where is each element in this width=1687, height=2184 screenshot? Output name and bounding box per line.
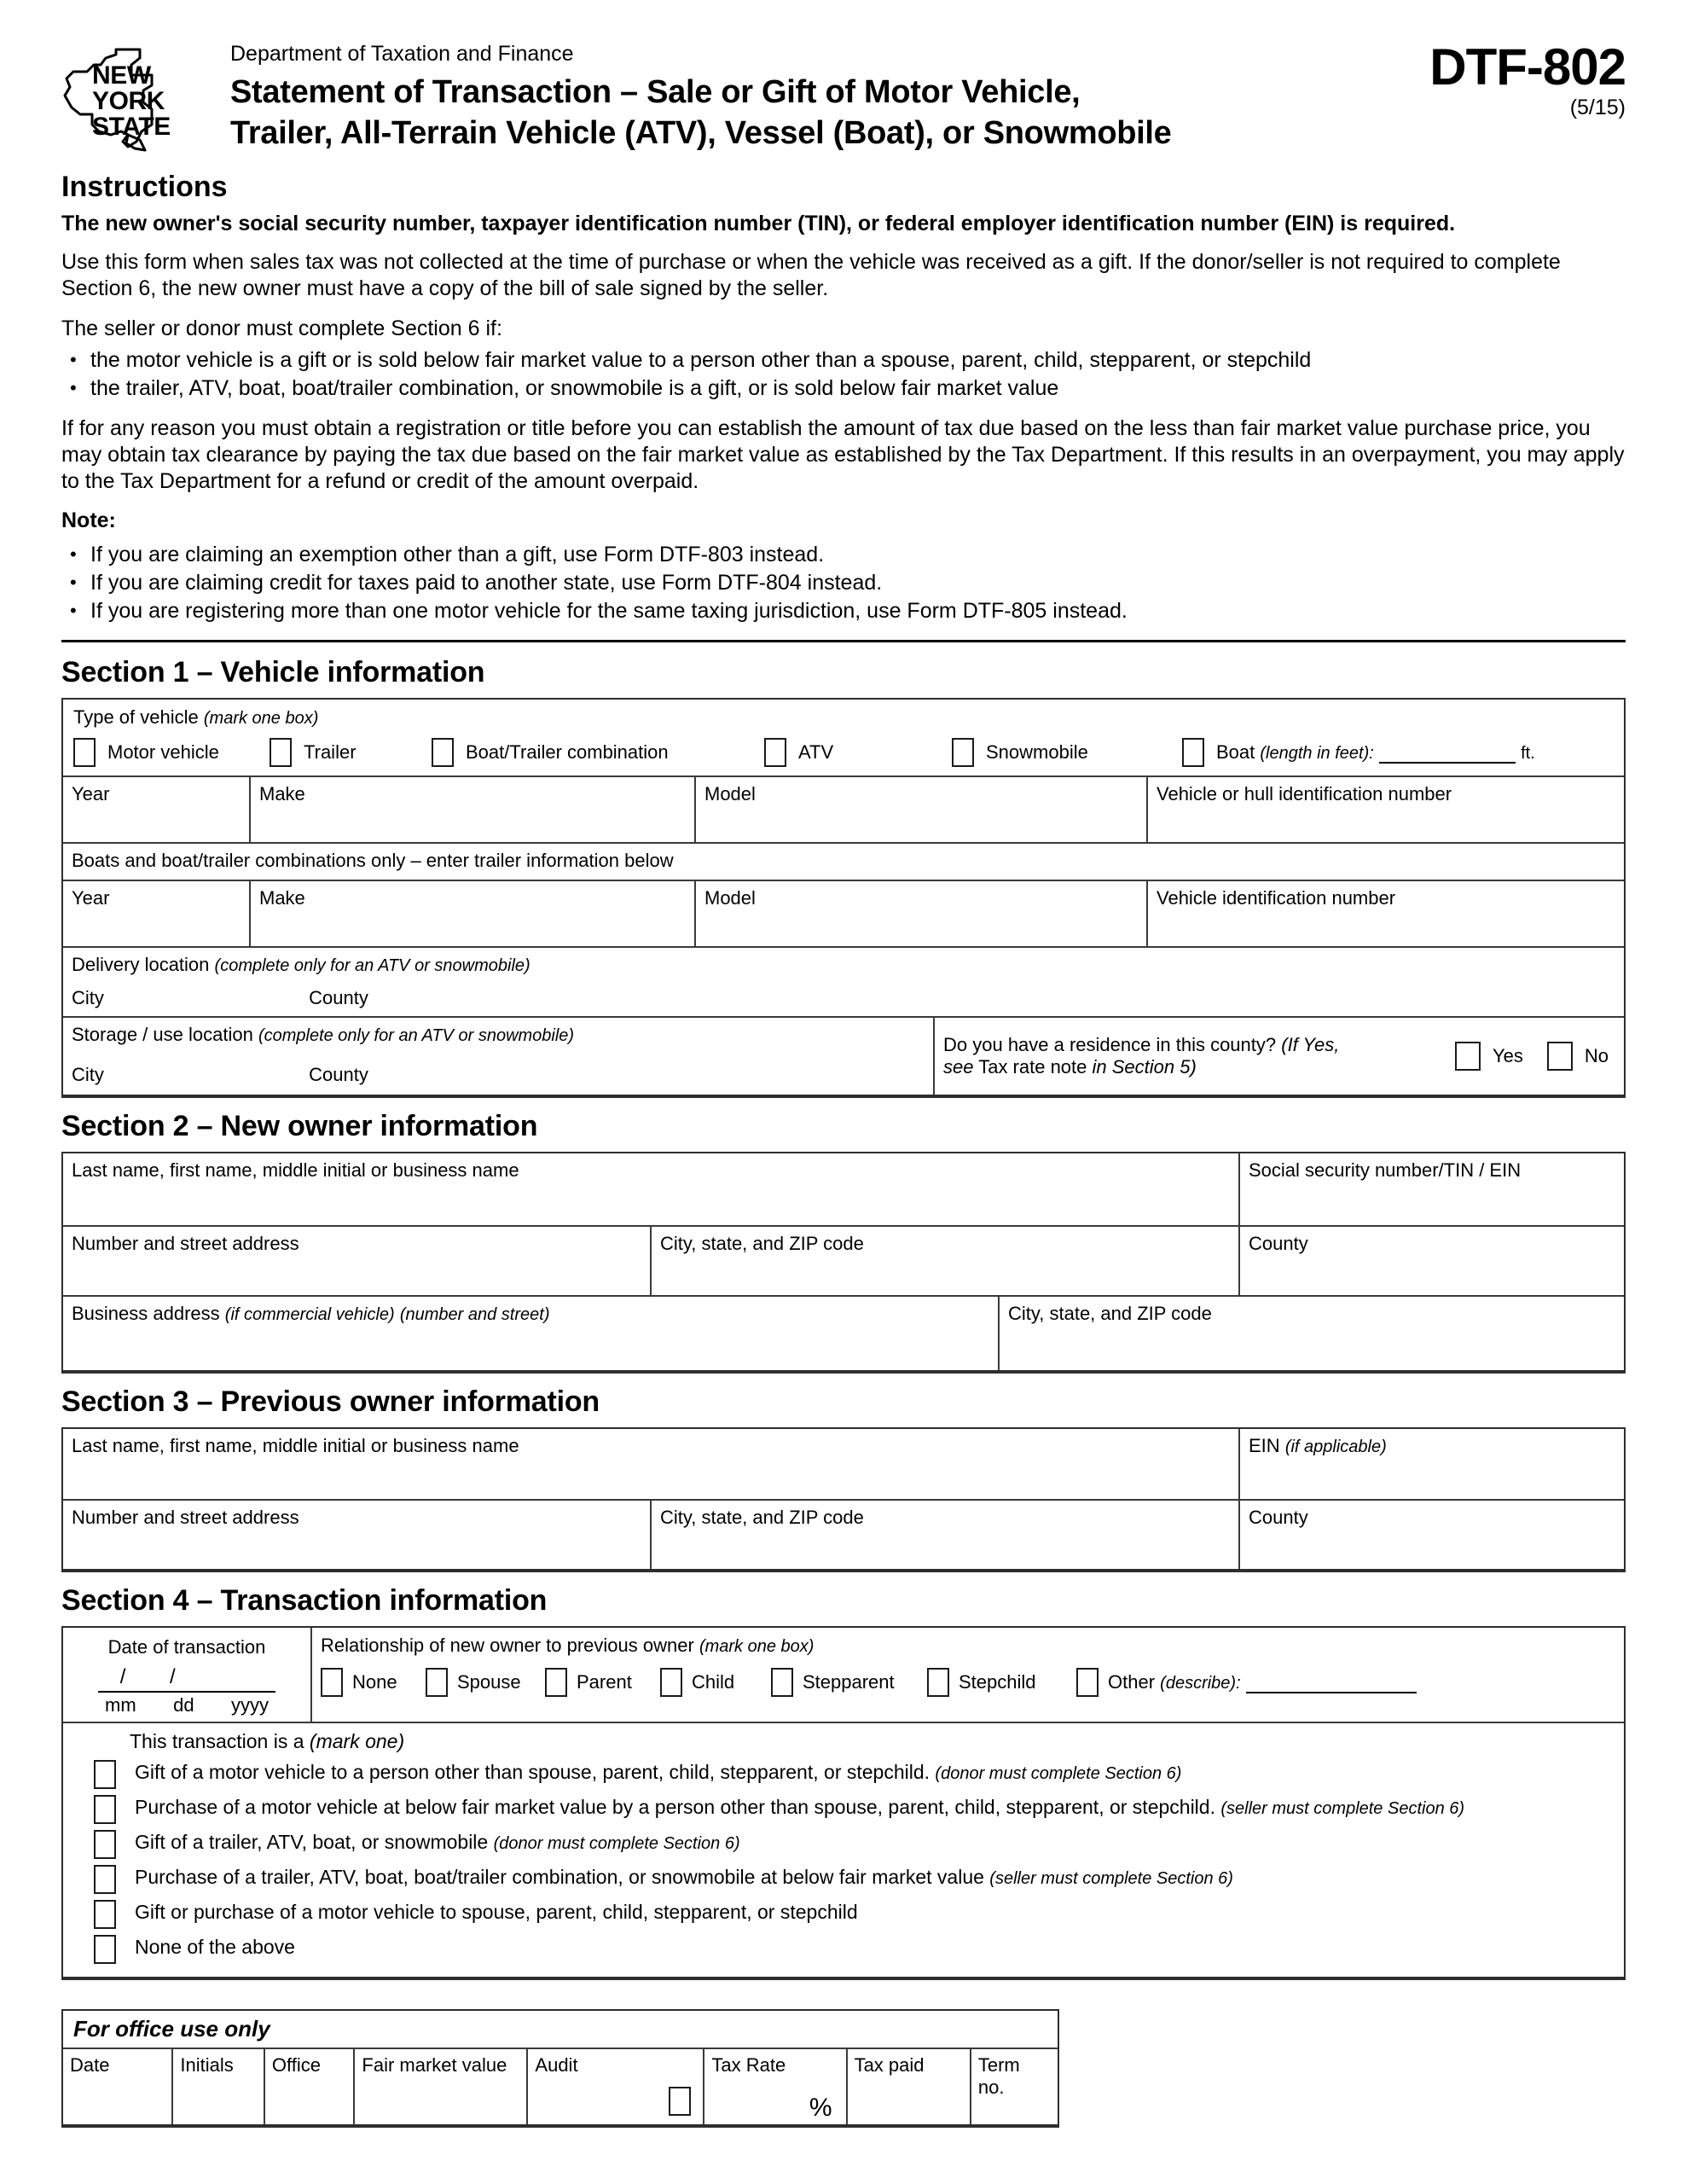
vehicle-year-label: Year xyxy=(72,783,110,804)
section-1-box xyxy=(61,698,1626,1096)
checkbox-relationship-child[interactable] xyxy=(660,1668,682,1697)
option-label xyxy=(1108,1671,1417,1693)
previous-owner-street-label: Number and street address xyxy=(72,1507,299,1528)
new-owner-address-row xyxy=(63,1225,1624,1295)
form-number: DTF-802 xyxy=(1429,38,1626,96)
relationship-option-stepparent[interactable] xyxy=(771,1668,927,1697)
storage-county-label: County xyxy=(309,1064,368,1085)
date-slash-2: / xyxy=(169,1665,176,1688)
new-owner-street-cell[interactable] xyxy=(63,1227,650,1295)
section-2-box xyxy=(61,1152,1626,1372)
trailer-vin-cell[interactable] xyxy=(1146,881,1624,946)
transaction-type-row xyxy=(63,1722,1624,1977)
office-use-audit-cell[interactable] xyxy=(526,2049,703,2124)
boats-note-cell xyxy=(63,844,1624,880)
office-use-initials-cell[interactable] xyxy=(171,2049,264,2124)
relationship-option-parent[interactable] xyxy=(545,1668,660,1697)
checkbox-gift-trailer-atv-boat[interactable] xyxy=(94,1830,116,1859)
date-unit-dd: dd xyxy=(173,1694,194,1716)
checkbox-relationship-none[interactable] xyxy=(321,1668,343,1697)
transaction-type-list xyxy=(63,1723,1624,1977)
residence-see: see xyxy=(943,1056,974,1077)
instructions-paragraph-1: Use this form when sales tax was not collected at the time of purchase or when the vehicle was received as a gift. If the donor/seller is not required to complete Section 6, the new owner must have a copy of the bill of sale signed by the seller. xyxy=(61,250,1561,300)
residence-yes-label: Yes xyxy=(1492,1045,1523,1066)
option-label xyxy=(135,1828,740,1856)
previous-owner-street-cell[interactable] xyxy=(63,1501,650,1569)
other-describe-input[interactable] xyxy=(1246,1673,1417,1693)
option-hint: (donor must complete Section 6) xyxy=(935,1764,1182,1783)
option-label xyxy=(1216,741,1535,764)
new-owner-citystatezip-cell[interactable] xyxy=(650,1227,1238,1295)
boat-length-hint: (length in feet): xyxy=(1260,744,1374,763)
boat-label: Boat xyxy=(1216,741,1255,763)
list-item: • If you are claiming credit for taxes paid to another state, use Form DTF-804 instead. xyxy=(61,570,1626,596)
new-owner-county-cell[interactable] xyxy=(1238,1227,1624,1295)
relationship-label xyxy=(321,1635,1615,1658)
new-owner-name-row xyxy=(63,1153,1624,1225)
boat-length-input[interactable] xyxy=(1379,743,1516,764)
office-use-box xyxy=(61,2009,1059,2126)
residence-taxrate-note: Tax rate note xyxy=(978,1056,1087,1077)
residence-question-hint-open: (If Yes, xyxy=(1281,1034,1340,1055)
residence-question-text xyxy=(943,1034,1455,1078)
transaction-option-gift-or-purchase-family[interactable] xyxy=(63,1898,1624,1929)
vehicle-vin-label: Vehicle or hull identification number xyxy=(1157,783,1452,804)
option-label: None xyxy=(352,1671,397,1693)
office-use-office-label: Office xyxy=(271,2054,321,2076)
transaction-option-purchase-trailer-atv-boat-below-fmv[interactable] xyxy=(63,1863,1624,1894)
option-text: None of the above xyxy=(135,1936,295,1958)
checkbox-purchase-trailer-atv-boat-below-fmv[interactable] xyxy=(94,1865,116,1894)
previous-owner-ein-cell[interactable] xyxy=(1238,1429,1624,1499)
business-address-label-text: Business address xyxy=(72,1303,220,1324)
office-use-date-cell[interactable] xyxy=(63,2049,171,2124)
new-owner-name-cell[interactable] xyxy=(63,1153,1238,1225)
new-owner-county-label: County xyxy=(1249,1233,1308,1254)
vehicle-model-cell[interactable] xyxy=(694,777,1146,842)
transaction-type-heading-hint: (mark one) xyxy=(309,1730,405,1752)
vehicle-make-label: Make xyxy=(259,783,305,804)
option-text: Gift or purchase of a motor vehicle to spouse, parent, child, stepparent, or stepchild xyxy=(135,1901,858,1923)
previous-owner-name-cell[interactable] xyxy=(63,1429,1238,1499)
office-use-tax-rate-cell[interactable] xyxy=(703,2049,845,2124)
checkbox-residence-yes[interactable] xyxy=(1455,1042,1481,1071)
relationship-option-other[interactable] xyxy=(1076,1668,1417,1697)
boat-length-unit: ft. xyxy=(1521,744,1535,763)
vehicle-type-label-text: Type of vehicle xyxy=(73,706,199,728)
office-use-fair-market-value-cell[interactable] xyxy=(353,2049,526,2124)
previous-owner-ein-label xyxy=(1249,1435,1387,1456)
vehicle-details-row xyxy=(63,775,1624,842)
vehicle-type-option-motor-vehicle[interactable] xyxy=(73,738,270,767)
checkbox-purchase-motor-vehicle-below-fmv[interactable] xyxy=(94,1795,116,1824)
office-use-term-no-label: Term no. xyxy=(977,2054,1020,2098)
list-item: • the trailer, ATV, boat, boat/trailer combination, or snowmobile is a gift, or is sold below fair market value xyxy=(61,375,1626,402)
office-use-office-cell[interactable] xyxy=(264,2049,354,2124)
ny-state-logo xyxy=(61,41,223,155)
list-item: • If you are registering more than one motor vehicle for the same taxing jurisdiction, use Form DTF-805 instead. xyxy=(61,598,1626,624)
transaction-option-none-of-the-above[interactable] xyxy=(63,1933,1624,1964)
residence-no-label: No xyxy=(1584,1045,1609,1066)
ny-state-wordmark xyxy=(92,63,171,140)
vehicle-vin-cell[interactable] xyxy=(1146,777,1624,842)
other-label: Other xyxy=(1108,1671,1156,1693)
storage-location-label xyxy=(72,1024,925,1047)
business-address-hint-1: (if commercial vehicle) xyxy=(224,1305,395,1324)
vehicle-model-label: Model xyxy=(704,783,756,804)
option-label: Snowmobile xyxy=(986,741,1088,763)
option-label: Parent xyxy=(577,1671,632,1693)
checkbox-boat-trailer-combination[interactable] xyxy=(432,738,454,767)
residence-question-line-1 xyxy=(943,1034,1455,1056)
new-owner-ssn-label: Social security number/TIN / EIN xyxy=(1249,1159,1522,1181)
delivery-location-label xyxy=(72,954,1615,977)
ein-label-text: EIN xyxy=(1249,1435,1280,1456)
delivery-county-label: County xyxy=(309,987,368,1008)
transaction-option-gift-motor-vehicle-other[interactable] xyxy=(63,1758,1624,1789)
form-number-block xyxy=(1429,38,1626,119)
relationship-hint: (mark one box) xyxy=(699,1637,815,1656)
checkbox-atv[interactable] xyxy=(764,738,786,767)
checkbox-snowmobile[interactable] xyxy=(952,738,974,767)
delivery-location-subfields xyxy=(72,987,1615,1009)
date-unit-mm: mm xyxy=(105,1694,136,1716)
office-use-row xyxy=(63,2049,1058,2124)
office-use-tax-paid-cell[interactable] xyxy=(846,2049,970,2124)
vehicle-type-hint: (mark one box) xyxy=(203,709,319,728)
trailer-year-cell[interactable] xyxy=(63,881,249,946)
form-header xyxy=(61,0,1626,155)
vehicle-type-row xyxy=(63,700,1624,775)
boats-note-label: Boats and boat/trailer combinations only – enter trailer information below xyxy=(72,850,674,871)
transaction-type-heading-text: This transaction is a xyxy=(130,1730,304,1752)
transaction-date-input[interactable] xyxy=(98,1665,275,1693)
previous-owner-name-row xyxy=(63,1429,1624,1499)
list-item: • the motor vehicle is a gift or is sold below fair market value to a person other than a spouse, parent, child, stepparent, or stepchild xyxy=(61,347,1626,374)
transaction-date-relationship-row xyxy=(63,1628,1624,1722)
form-title-line-2: Trailer, All-Terrain Vehicle (ATV), Vessel (Boat), or Snowmobile xyxy=(230,115,1172,151)
logo-line-3: STATE xyxy=(92,113,171,141)
option-label xyxy=(135,1898,858,1925)
vehicle-type-option-snowmobile[interactable] xyxy=(952,738,1182,767)
date-slash-1: / xyxy=(119,1665,126,1688)
trailer-model-cell[interactable] xyxy=(694,881,1146,946)
delivery-location-label-text: Delivery location xyxy=(72,954,210,975)
storage-city-label: City xyxy=(72,1064,104,1085)
list-item: • If you are claiming an exemption other than a gift, use Form DTF-803 instead. xyxy=(61,542,1626,568)
section-4-box xyxy=(61,1626,1626,1978)
storage-location-cell[interactable] xyxy=(63,1018,933,1095)
new-owner-street-label: Number and street address xyxy=(72,1233,299,1254)
delivery-location-hint: (complete only for an ATV or snowmobile) xyxy=(214,956,530,975)
option-label: Boat/Trailer combination xyxy=(466,741,669,763)
option-label: Child xyxy=(692,1671,735,1693)
residence-answer-group xyxy=(1455,1042,1615,1071)
boats-note-row xyxy=(63,842,1624,880)
storage-location-label-text: Storage / use location xyxy=(72,1024,253,1045)
title-block xyxy=(223,38,1626,154)
option-label: Spouse xyxy=(457,1671,521,1693)
section-divider xyxy=(61,640,1626,642)
transaction-date-label: Date of transaction xyxy=(107,1636,266,1658)
residence-question-main: Do you have a residence in this county? xyxy=(943,1034,1277,1055)
note-heading: Note: xyxy=(61,508,116,532)
checkbox-none-of-the-above[interactable] xyxy=(94,1935,116,1964)
option-label: Stepparent xyxy=(803,1671,895,1693)
form-revision-date: (5/15) xyxy=(1569,96,1626,119)
date-unit-yyyy: yyyy xyxy=(230,1694,269,1716)
vehicle-make-cell[interactable] xyxy=(249,777,694,842)
instructions-paragraph-3: If for any reason you must obtain a registration or title before you can establish the amount of tax due based on the less than fair market value purchase price, you may obtain tax clearance by paying the tax due based on the fair market value as established by the Tax Department. If this results in an overpayment, you may apply to the Tax Department for a refund or credit of the amount overpaid. xyxy=(61,416,1625,493)
instructions-paragraph-2: The seller or donor must complete Section 6 if: xyxy=(61,317,502,340)
office-use-initials-label: Initials xyxy=(180,2054,234,2076)
delivery-location-row xyxy=(63,946,1624,1016)
section-2-title: Section 2 – New owner information xyxy=(61,1110,538,1142)
checkbox-residence-no[interactable] xyxy=(1547,1042,1573,1071)
department-name: Department of Taxation and Finance xyxy=(230,42,574,66)
section-3-box xyxy=(61,1427,1626,1571)
relationship-cell xyxy=(310,1628,1624,1722)
previous-owner-citystatezip-cell[interactable] xyxy=(650,1501,1238,1569)
storage-location-hint: (complete only for an ATV or snowmobile) xyxy=(258,1026,575,1045)
relationship-option-stepchild[interactable] xyxy=(927,1668,1076,1697)
checkbox-relationship-other[interactable] xyxy=(1076,1668,1099,1697)
checkbox-audit[interactable] xyxy=(669,2087,691,2116)
option-hint: (seller must complete Section 6) xyxy=(989,1869,1233,1888)
option-hint: (seller must complete Section 6) xyxy=(1220,1799,1465,1818)
checkbox-relationship-parent[interactable] xyxy=(545,1668,567,1697)
storage-location-subfields xyxy=(72,1064,925,1086)
delivery-city-label: City xyxy=(72,987,104,1008)
vehicle-year-cell[interactable] xyxy=(63,777,249,842)
checkbox-gift-or-purchase-family[interactable] xyxy=(94,1900,116,1929)
relationship-option-child[interactable] xyxy=(660,1668,771,1697)
checkbox-relationship-stepchild[interactable] xyxy=(927,1668,949,1697)
vehicle-type-label xyxy=(73,706,1615,729)
relationship-options xyxy=(321,1668,1615,1697)
instructions-heading: Instructions xyxy=(61,171,228,203)
transaction-option-gift-trailer-atv-boat[interactable] xyxy=(63,1828,1624,1859)
previous-owner-county-cell[interactable] xyxy=(1238,1501,1624,1569)
new-owner-business-citystatezip-cell[interactable] xyxy=(998,1297,1624,1370)
option-label: Trailer xyxy=(304,741,357,763)
seller-conditions-list xyxy=(61,347,1626,402)
note-list xyxy=(61,542,1626,624)
previous-owner-name-label: Last name, first name, middle initial or business name xyxy=(72,1435,519,1456)
relationship-label-text: Relationship of new owner to previous owner xyxy=(321,1635,694,1656)
trailer-make-cell[interactable] xyxy=(249,881,694,946)
residence-question-cell xyxy=(933,1018,1624,1095)
office-use-term-no-cell[interactable] xyxy=(970,2049,1058,2124)
section-1-title: Section 1 – Vehicle information xyxy=(61,656,485,688)
office-use-fmv-label: Fair market value xyxy=(362,2054,507,2076)
trailer-year-label: Year xyxy=(72,887,110,909)
trailer-details-row xyxy=(63,880,1624,946)
logo-line-2: YORK xyxy=(92,87,165,115)
logo-line-1: NEW xyxy=(92,61,151,90)
checkbox-boat[interactable] xyxy=(1182,738,1204,767)
office-use-date-label: Date xyxy=(70,2054,110,2076)
new-owner-ssn-cell[interactable] xyxy=(1238,1153,1624,1225)
transaction-option-purchase-motor-vehicle-below-fmv[interactable] xyxy=(63,1793,1624,1824)
previous-owner-county-label: County xyxy=(1249,1507,1308,1528)
new-owner-business-address-cell[interactable] xyxy=(63,1297,998,1370)
option-text: Purchase of a motor vehicle at below fair market value by a person other than spouse, parent, child, stepparent, or stepchild. xyxy=(135,1796,1215,1818)
option-text: Purchase of a trailer, ATV, boat, boat/trailer combination, or snowmobile at below fair market value xyxy=(135,1866,984,1888)
trailer-make-label: Make xyxy=(259,887,305,909)
business-address-label xyxy=(72,1303,549,1324)
checkbox-relationship-spouse[interactable] xyxy=(426,1668,448,1697)
relationship-option-none[interactable] xyxy=(321,1668,426,1697)
vehicle-type-option-boat[interactable] xyxy=(1182,738,1535,767)
option-label xyxy=(135,1933,295,1960)
new-owner-citystatezip-label: City, state, and ZIP code xyxy=(660,1233,864,1254)
delivery-location-cell[interactable] xyxy=(63,948,1624,1016)
ein-hint: (if applicable) xyxy=(1284,1438,1387,1456)
business-citystatezip-label: City, state, and ZIP code xyxy=(1008,1303,1212,1324)
checkbox-trailer[interactable] xyxy=(270,738,292,767)
instructions-required-note: The new owner's social security number, taxpayer identification number (TIN), or federal employer identification number (EIN) is required. xyxy=(61,212,1456,235)
vehicle-type-options xyxy=(73,738,1615,767)
new-owner-business-row xyxy=(63,1295,1624,1370)
office-use-audit-label: Audit xyxy=(535,2054,578,2076)
form-title-line-1: Statement of Transaction – Sale or Gift of Motor Vehicle, xyxy=(230,74,1081,110)
option-text: Gift of a motor vehicle to a person other than spouse, parent, child, stepparent, or stepchild. xyxy=(135,1761,930,1783)
trailer-vin-label: Vehicle identification number xyxy=(1157,887,1396,909)
checkbox-relationship-stepparent[interactable] xyxy=(771,1668,793,1697)
option-label xyxy=(135,1863,1233,1891)
section-3-title: Section 3 – Previous owner information xyxy=(61,1385,600,1418)
new-owner-name-label: Last name, first name, middle initial or business name xyxy=(72,1159,519,1181)
transaction-date-cell[interactable] xyxy=(63,1628,310,1722)
checkbox-motor-vehicle[interactable] xyxy=(73,738,96,767)
option-label: ATV xyxy=(798,741,834,763)
office-use-title: For office use only xyxy=(63,2011,1058,2049)
transaction-type-heading xyxy=(63,1730,1624,1753)
vehicle-type-cell xyxy=(63,700,1624,775)
option-label xyxy=(135,1758,1181,1786)
storage-location-row xyxy=(63,1016,1624,1095)
previous-owner-citystatezip-label: City, state, and ZIP code xyxy=(660,1507,864,1528)
section-4-title: Section 4 – Transaction information xyxy=(61,1584,548,1617)
relationship-option-spouse[interactable] xyxy=(426,1668,545,1697)
percent-symbol: % xyxy=(809,2094,832,2122)
residence-question-line-2 xyxy=(943,1056,1455,1078)
vehicle-type-option-atv[interactable] xyxy=(764,738,952,767)
transaction-date-units xyxy=(98,1694,275,1716)
checkbox-gift-motor-vehicle-other[interactable] xyxy=(94,1760,116,1789)
vehicle-type-option-boat-trailer-combination[interactable] xyxy=(432,738,764,767)
option-label: Motor vehicle xyxy=(107,741,219,763)
option-label xyxy=(135,1793,1464,1821)
office-use-tax-rate-label: Tax Rate xyxy=(711,2054,786,2076)
business-address-hint-2: (number and street) xyxy=(399,1305,550,1324)
office-use-tax-paid-label: Tax paid xyxy=(854,2054,925,2076)
residence-section-ref: in Section 5) xyxy=(1092,1056,1197,1077)
previous-owner-address-row xyxy=(63,1499,1624,1569)
option-text: Gift of a trailer, ATV, boat, or snowmobile xyxy=(135,1831,489,1853)
vehicle-type-option-trailer[interactable] xyxy=(270,738,432,767)
option-label: Stepchild xyxy=(959,1671,1036,1693)
other-hint: (describe): xyxy=(1160,1674,1241,1693)
trailer-model-label: Model xyxy=(704,887,756,909)
option-hint: (donor must complete Section 6) xyxy=(493,1834,740,1853)
